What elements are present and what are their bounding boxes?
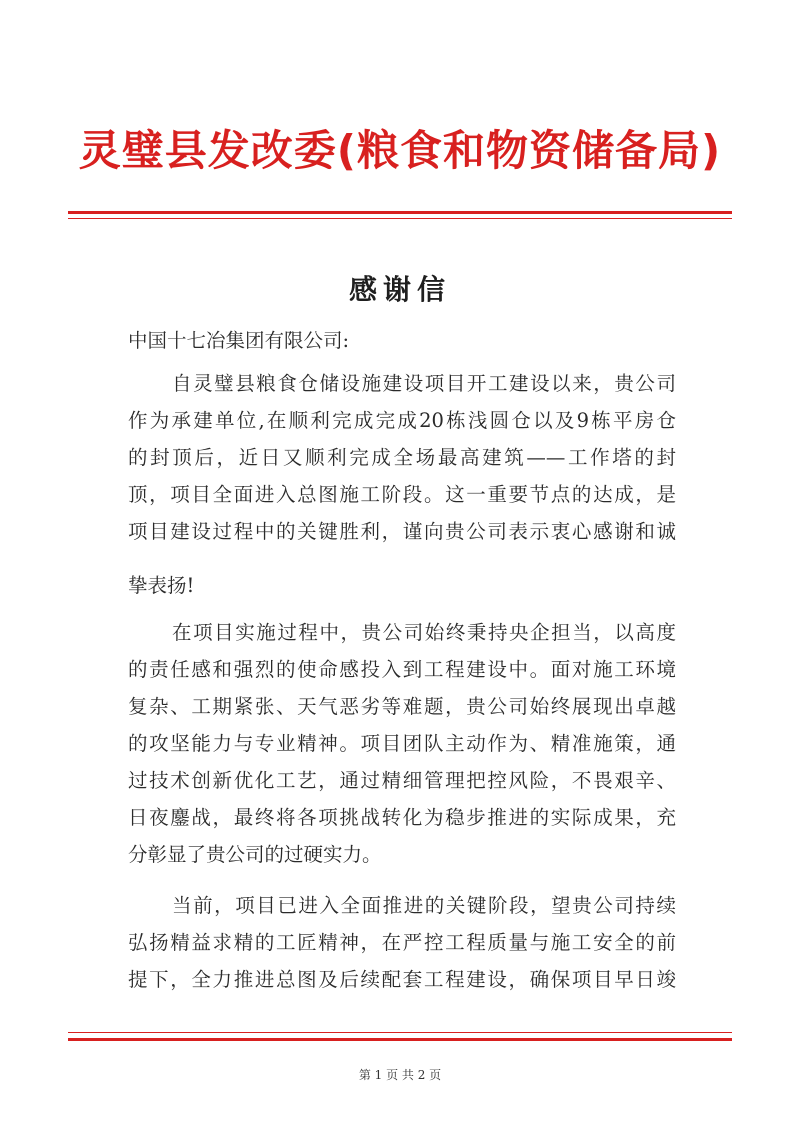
- body-line: 的攻坚能力与专业精神。项目团队主动作为、精准施策，通: [128, 732, 676, 755]
- body-line: 自灵璧县粮食仓储设施建设项目开工建设以来，贵公司: [172, 372, 676, 395]
- body-line: 的责任感和强烈的使命感投入到工程建设中。面对施工环境: [128, 658, 676, 681]
- letterhead-rule-thick: [68, 211, 732, 214]
- footer-rule-thin: [68, 1032, 732, 1033]
- body-line: 挚表扬!: [128, 574, 195, 597]
- body-line: 顶，项目全面进入总图施工阶段。这一重要节点的达成，是: [128, 483, 676, 506]
- footer-rule-thick: [68, 1038, 732, 1041]
- page-indicator: 第 1 页 共 2 页: [358, 1068, 442, 1082]
- letter-title: 感谢信: [348, 273, 451, 306]
- body-line: 当前，项目已进入全面推进的关键阶段，望贵公司持续: [172, 894, 676, 917]
- letterhead-title: 灵璧县发改委(粮食和物资储备局): [78, 126, 722, 175]
- body-line: 提下，全力推进总图及后续配套工程建设，确保项目早日竣: [128, 968, 676, 991]
- salutation: 中国十七冶集团有限公司:: [128, 329, 350, 352]
- body-line: 分彰显了贵公司的过硬实力。: [128, 843, 382, 866]
- body-line: 复杂、工期紧张、天气恶劣等难题，贵公司始终展现出卓越: [128, 695, 676, 718]
- letterhead-rule-thin: [68, 218, 732, 219]
- body-line: 在项目实施过程中，贵公司始终秉持央企担当，以高度: [172, 621, 676, 644]
- body-line: 日夜鏖战，最终将各项挑战转化为稳步推进的实际成果，充: [128, 806, 676, 829]
- body-line: 弘扬精益求精的工匠精神，在严控工程质量与施工安全的前: [128, 931, 676, 954]
- body-line: 的封顶后，近日又顺利完成全场最高建筑——工作塔的封: [128, 446, 676, 469]
- body-line: 项目建设过程中的关键胜利，谨向贵公司表示衷心感谢和诚: [128, 520, 676, 543]
- body-line: 作为承建单位,在顺利完成完成20栋浅圆仓以及9栋平房仓: [128, 409, 676, 432]
- body-line: 过技术创新优化工艺，通过精细管理把控风险，不畏艰辛、: [128, 769, 676, 792]
